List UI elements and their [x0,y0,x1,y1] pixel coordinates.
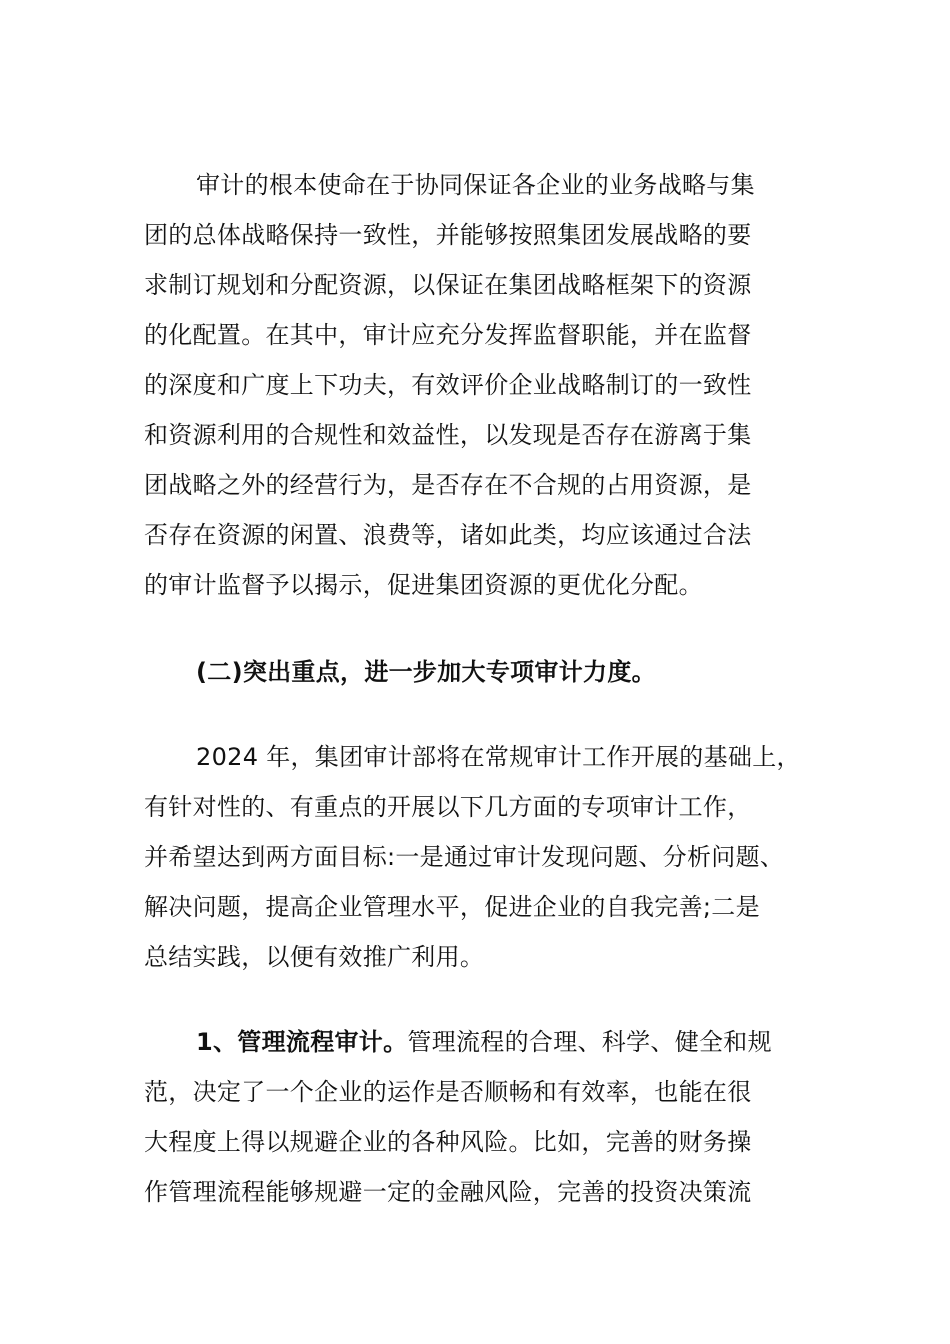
paragraph-1-line-3: 求制订规划和分配资源，以保证在集团战略框架下的资源 [144,271,752,299]
paragraph-1-line-8: 否存在资源的闲置、浪费等，诸如此类，均应该通过合法 [144,521,752,549]
section-heading: (二)突出重点，进一步加大专项审计力度。 [196,658,656,686]
paragraph-2-line-5: 总结实践，以便有效推广利用。 [144,943,485,971]
paragraph-1-line-2: 团的总体战略保持一致性，并能够按照集团发展战略的要 [144,221,752,249]
paragraph-3-line-3: 大程度上得以规避企业的各种风险。比如，完善的财务操 [144,1128,752,1156]
paragraph-2-line-3: 并希望达到两方面目标:一是通过审计发现问题、分析问题、 [144,843,785,871]
paragraph-3-line-2: 范，决定了一个企业的运作是否顺畅和有效率，也能在很 [144,1078,752,1106]
paragraph-1-line-9: 的审计监督予以揭示，促进集团资源的更优化分配。 [144,571,703,599]
paragraph-2-line-2: 有针对性的、有重点的开展以下几方面的专项审计工作， [144,793,752,821]
paragraph-1-line-4: 的化配置。在其中，审计应充分发挥监督职能，并在监督 [144,321,752,349]
paragraph-3-line-1 [196,1026,772,1058]
paragraph-1-line-7: 团战略之外的经营行为，是否存在不合规的占用资源，是 [144,471,752,499]
paragraph-3-line-1-text: 管理流程的合理、科学、健全和规 [407,1028,772,1056]
paragraph-3-lead: 1、管理流程审计。 [196,1028,408,1056]
paragraph-1-line-1: 审计的根本使命在于协同保证各企业的业务战略与集 [196,171,755,199]
paragraph-1-line-6: 和资源利用的合规性和效益性，以发现是否存在游离于集 [144,421,752,449]
paragraph-1-line-5: 的深度和广度上下功夫，有效评价企业战略制订的一致性 [144,371,752,399]
paragraph-2-line-4: 解决问题，提高企业管理水平，促进企业的自我完善;二是 [144,893,760,921]
paragraph-3-line-4: 作管理流程能够规避一定的金融风险，完善的投资决策流 [144,1178,752,1206]
paragraph-2-line-1: 2024 年，集团审计部将在常规审计工作开展的基础上， [196,743,801,771]
